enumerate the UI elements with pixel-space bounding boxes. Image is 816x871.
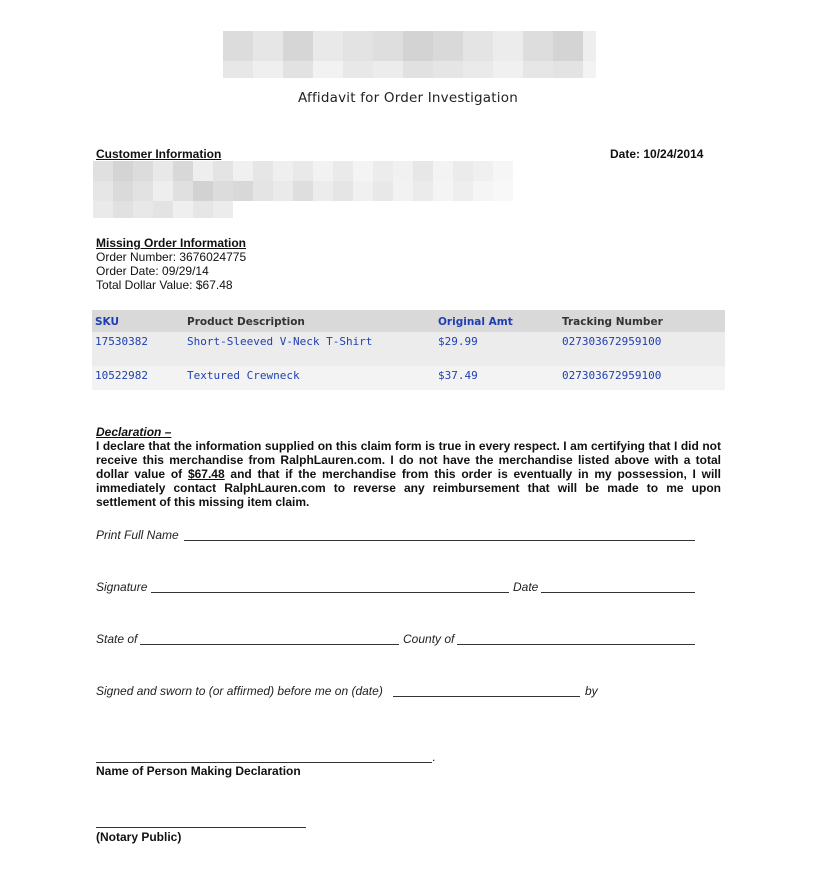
total-value-label: Total Dollar Value: xyxy=(96,278,193,292)
state-field[interactable] xyxy=(140,644,399,645)
customer-info-heading: Customer Information xyxy=(96,147,222,161)
notary-field[interactable] xyxy=(96,827,306,828)
declaration-text-part1: I declare that the information supplied on this claim form is true in every respect. I am certifying that I did not receive this merchandise from RalphLauren.com. I do not have the merchandise listed above with a total dollar value of xyxy=(96,439,721,481)
sworn-by-label: by xyxy=(585,684,598,698)
date-field[interactable] xyxy=(541,592,695,593)
declarant-label: Name of Person Making Declaration xyxy=(96,764,301,778)
signature-field[interactable] xyxy=(151,592,509,593)
header-tracking: Tracking Number xyxy=(562,316,663,328)
order-number-line xyxy=(96,250,246,264)
total-value-line xyxy=(96,278,233,292)
header-original-amt: Original Amt xyxy=(438,316,513,328)
row-tracking: 027303672959100 xyxy=(562,369,662,382)
order-table xyxy=(92,310,725,390)
date-value: 10/24/2014 xyxy=(643,147,704,161)
county-field[interactable] xyxy=(457,644,695,645)
declaration-text xyxy=(96,439,721,509)
order-number-label: Order Number: xyxy=(96,250,177,264)
header-sku: SKU xyxy=(95,316,120,328)
declarant-period: . xyxy=(432,750,436,764)
table-row xyxy=(92,332,725,366)
document-title: Affidavit for Order Investigation xyxy=(298,90,518,106)
total-value-amount: $67.48 xyxy=(195,278,233,292)
table-header xyxy=(92,310,725,332)
header-description: Product Description xyxy=(187,316,305,328)
missing-order-heading: Missing Order Information xyxy=(96,236,247,250)
redacted-logo xyxy=(223,31,596,78)
row-amount: $37.49 xyxy=(438,369,478,382)
state-label: State of xyxy=(96,632,138,646)
order-date-label: Order Date: xyxy=(96,264,159,278)
row-amount: $29.99 xyxy=(438,335,478,348)
county-label: County of xyxy=(403,632,455,646)
sworn-label: Signed and sworn to (or affirmed) before me on (date) xyxy=(96,684,383,698)
row-description: Textured Crewneck xyxy=(187,369,300,382)
row-sku: 17530382 xyxy=(95,335,148,348)
signature-label: Signature xyxy=(96,580,148,594)
declaration-text-part2: and that if the merchandise from this order is eventually in my possession, I will immediately contact RalphLauren.com to reverse any reimbursement that will be made to me upon settlement of this missing item claim. xyxy=(96,467,721,509)
date-label: Date: xyxy=(610,147,641,161)
table-row xyxy=(92,366,725,390)
sworn-date-field[interactable] xyxy=(393,696,580,697)
print-name-field[interactable] xyxy=(184,540,695,541)
order-date-value: 09/29/14 xyxy=(162,264,209,278)
document-date xyxy=(610,147,703,161)
declarant-name-field[interactable] xyxy=(96,762,432,763)
declaration-amount: $67.48 xyxy=(187,467,225,481)
order-date-line xyxy=(96,264,209,278)
row-tracking: 027303672959100 xyxy=(562,335,662,348)
print-name-label: Print Full Name xyxy=(96,528,179,542)
row-description: Short-Sleeved V-Neck T-Shirt xyxy=(187,335,373,348)
notary-label: (Notary Public) xyxy=(96,830,182,844)
row-sku: 10522982 xyxy=(95,369,148,382)
order-number-value: 3676024775 xyxy=(179,250,247,264)
redacted-customer-info xyxy=(93,161,513,218)
date-field-label: Date xyxy=(513,580,539,594)
declaration-heading: Declaration – xyxy=(96,425,172,439)
